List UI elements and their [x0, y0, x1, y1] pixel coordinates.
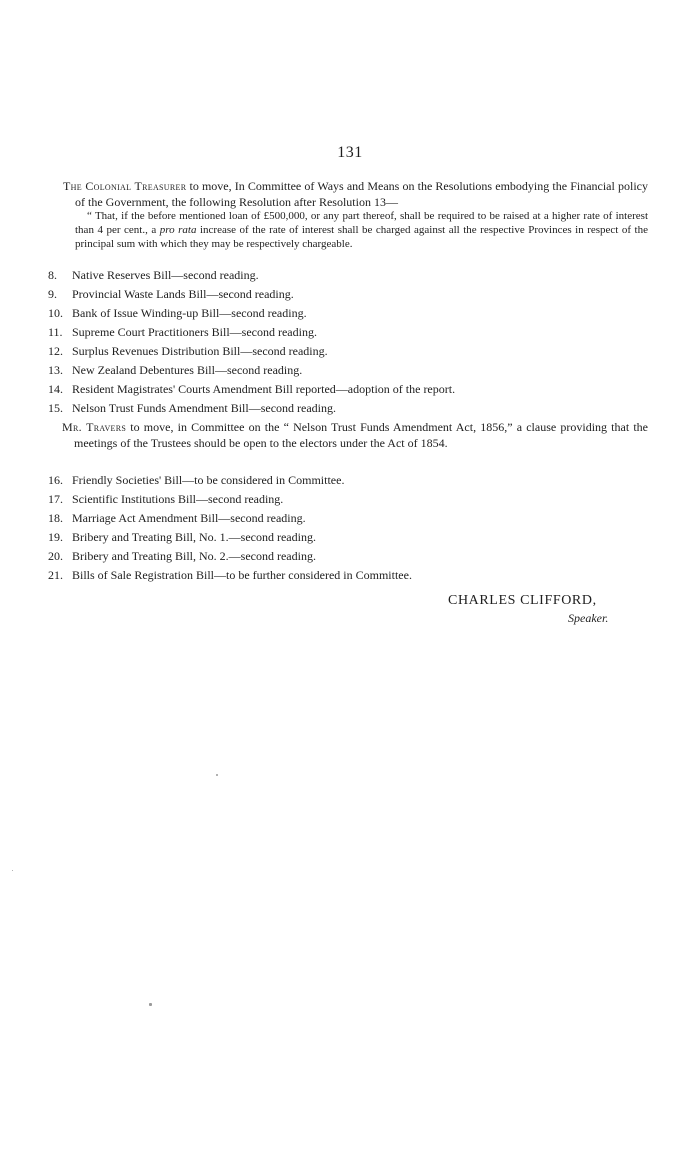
order-item [48, 363, 302, 378]
motion-text: to move, in Committee on the “ Nelson Trust Funds Amendment Act, 1856,” a clause providing that the meetings of the Trustees should be open to the electors under the Act of 1854. [74, 420, 649, 450]
order-text: Supreme Court Practitioners Bill—second reading. [72, 325, 317, 339]
paper-speck [12, 870, 13, 871]
quote-text-end: increase of the rate of interest shall be charged against all the respective Provinces in respect of the principal sum with which they may be respectively chargeable. [75, 223, 648, 250]
order-item [48, 401, 336, 416]
order-item [48, 511, 306, 526]
treasurer-motion-intro [63, 179, 648, 210]
order-text: Provincial Waste Lands Bill—second reading. [72, 287, 294, 301]
order-number: 18. [48, 511, 63, 525]
order-text: Nelson Trust Funds Amendment Bill—second reading. [72, 401, 336, 415]
travers-motion-text [62, 420, 648, 451]
order-number: 9. [48, 287, 57, 301]
treasurer-motion [63, 179, 648, 252]
travers-motion [62, 420, 648, 451]
order-item [48, 287, 294, 302]
order-text: Bank of Issue Winding-up Bill—second reading. [72, 306, 307, 320]
order-item [48, 268, 259, 283]
motion-speaker: Mr. Travers [62, 420, 127, 434]
signature-name: CHARLES CLIFFORD, [448, 593, 597, 608]
order-text: Friendly Societies' Bill—to be considered in Committee. [72, 473, 345, 487]
order-number: 17. [48, 492, 63, 506]
page-number: 131 [337, 144, 363, 161]
order-text: Resident Magistrates' Courts Amendment Bill reported—adoption of the report. [72, 382, 456, 396]
paper-speck [216, 774, 218, 776]
order-item [48, 325, 317, 340]
order-number: 12. [48, 344, 63, 358]
order-item [48, 492, 283, 507]
quote-text-start: “ That, if the before mentioned loan of £500,000, or any part thereof, shall be required to be raised at a higher rate of interest than 4 per cent., a [75, 210, 648, 236]
order-item [48, 530, 316, 545]
order-number: 13. [48, 363, 63, 377]
order-text: Bills of Sale Registration Bill—to be further considered in Committee. [72, 568, 412, 582]
order-text: Scientific Institutions Bill—second reading. [72, 492, 284, 506]
order-item [48, 549, 316, 564]
order-text: New Zealand Debentures Bill—second reading. [72, 363, 303, 377]
motion-text: to move, In Committee of Ways and Means on the Resolutions embodying the Financial policy of the Government, the following Resolution after Resolution 13— [75, 179, 648, 209]
order-item [48, 568, 412, 583]
order-number: 14. [48, 382, 63, 396]
order-number: 20. [48, 549, 63, 563]
order-number: 21. [48, 568, 63, 582]
order-text: Bribery and Treating Bill, No. 2.—second reading. [72, 549, 316, 563]
signature-title: Speaker. [568, 611, 609, 625]
order-number: 8. [48, 268, 57, 282]
motion-speaker: The Colonial Treasurer [63, 179, 187, 193]
order-item [48, 306, 307, 321]
order-item [48, 473, 344, 488]
order-number: 11. [48, 325, 63, 339]
order-text: Surplus Revenues Distribution Bill—second reading. [72, 344, 328, 358]
quote-italic-term: pro rata [159, 223, 197, 236]
order-item [48, 382, 455, 397]
paper-speck [149, 1003, 152, 1006]
resolution-quote [63, 210, 648, 251]
order-text: Marriage Act Amendment Bill—second reading. [72, 511, 306, 525]
order-item [48, 344, 328, 359]
order-number: 10. [48, 306, 63, 320]
order-number: 15. [48, 401, 63, 415]
order-text: Bribery and Treating Bill, No. 1.—second reading. [72, 530, 316, 544]
order-number: 16. [48, 473, 63, 487]
order-text: Native Reserves Bill—second reading. [72, 268, 259, 282]
order-number: 19. [48, 530, 63, 544]
